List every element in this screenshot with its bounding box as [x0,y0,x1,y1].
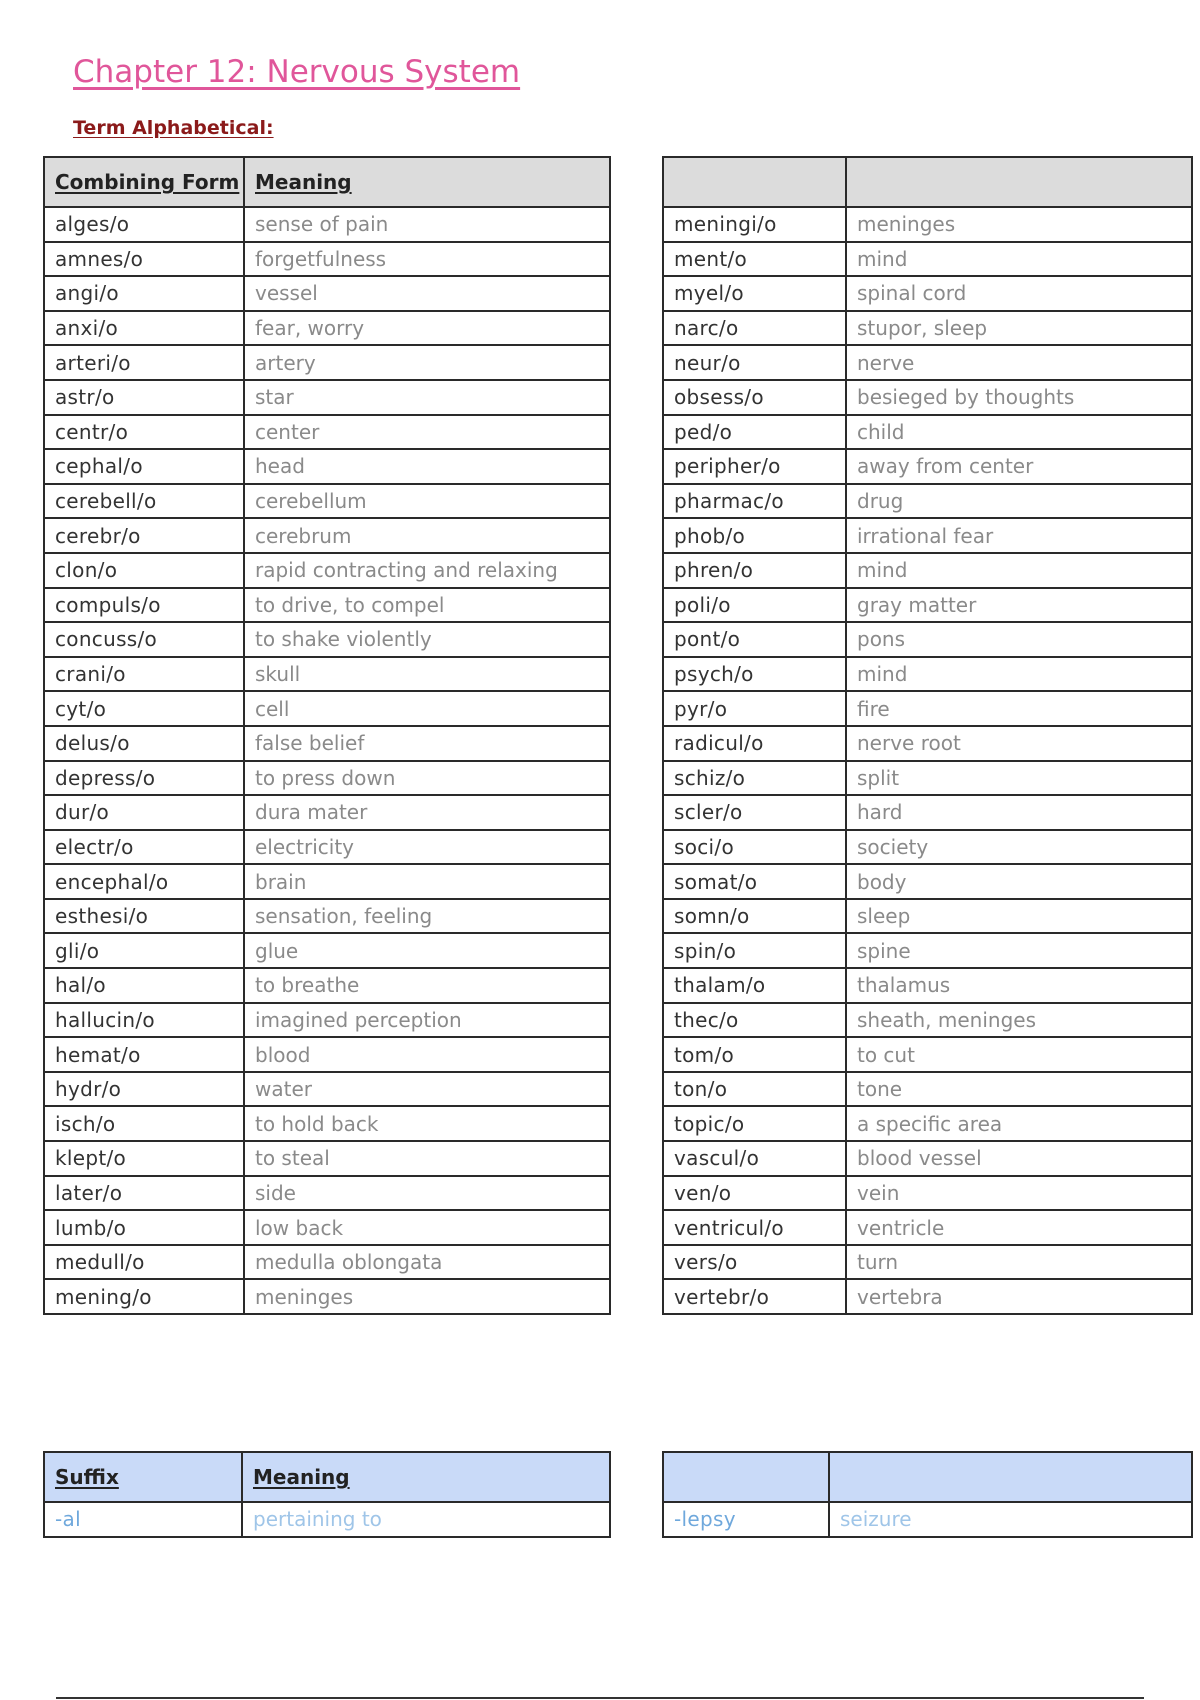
table-row [44,933,610,968]
term-cell: ton/o [663,1072,846,1107]
term-cell: ventricul/o [663,1210,846,1245]
term-cell: spin/o [663,933,846,968]
term-cell: peripher/o [663,449,846,484]
meaning-cell: forgetfulness [244,242,610,277]
term-cell: crani/o [44,657,244,692]
term-cell: gli/o [44,933,244,968]
meaning-cell: drug [846,484,1192,519]
term-cell: hallucin/o [44,1003,244,1038]
meaning-cell: cerebrum [244,518,610,553]
table-row [663,726,1192,761]
term-cell: narc/o [663,311,846,346]
term-cell: klept/o [44,1141,244,1176]
term-cell: hemat/o [44,1037,244,1072]
term-cell: tom/o [663,1037,846,1072]
meaning-cell: meninges [244,1279,610,1314]
meaning-cell: pertaining to [242,1502,610,1537]
table-row [663,1176,1192,1211]
table-row [44,242,610,277]
table-row [44,1072,610,1107]
term-cell: obsess/o [663,380,846,415]
table-row [663,899,1192,934]
table-row [44,449,610,484]
table-header-row [663,157,1192,207]
table-row [44,864,610,899]
table-row [663,1245,1192,1280]
term-cell: scler/o [663,795,846,830]
term-cell: phren/o [663,553,846,588]
meaning-cell: to hold back [244,1106,610,1141]
meaning-cell: low back [244,1210,610,1245]
table-row [663,795,1192,830]
table-row [44,1245,610,1280]
table-row [44,1279,610,1314]
term-cell: cephal/o [44,449,244,484]
term-cell: cyt/o [44,691,244,726]
term-cell: encephal/o [44,864,244,899]
table-row [663,1037,1192,1072]
term-cell: cerebr/o [44,518,244,553]
table-row [44,345,610,380]
meaning-cell: sheath, meninges [846,1003,1192,1038]
table-row [663,1072,1192,1107]
meaning-cell: star [244,380,610,415]
header-suffix: Suffix [44,1452,242,1502]
meaning-cell: vessel [244,276,610,311]
header-meaning: Meaning [242,1452,610,1502]
term-cell: topic/o [663,1106,846,1141]
term-cell: alges/o [44,207,244,242]
term-cell: lumb/o [44,1210,244,1245]
term-cell: medull/o [44,1245,244,1280]
table-row [44,415,610,450]
meaning-cell: to drive, to compel [244,588,610,623]
table-row [663,588,1192,623]
term-cell: vers/o [663,1245,846,1280]
term-cell: vertebr/o [663,1279,846,1314]
suffix-table-left [43,1451,611,1538]
meaning-cell: imagined perception [244,1003,610,1038]
table-row [44,795,610,830]
meaning-cell: spinal cord [846,276,1192,311]
table-row [44,588,610,623]
meaning-cell: besieged by thoughts [846,380,1192,415]
meaning-cell: ventricle [846,1210,1192,1245]
meaning-cell: brain [244,864,610,899]
table-row [44,484,610,519]
meaning-cell: nerve root [846,726,1192,761]
meaning-cell: vertebra [846,1279,1192,1314]
table-row [663,1210,1192,1245]
term-cell: hydr/o [44,1072,244,1107]
table-row [663,1279,1192,1314]
term-cell: isch/o [44,1106,244,1141]
meaning-cell: artery [244,345,610,380]
table-row [663,207,1192,242]
meaning-cell: society [846,830,1192,865]
meaning-cell: dura mater [244,795,610,830]
term-cell: delus/o [44,726,244,761]
meaning-cell: turn [846,1245,1192,1280]
table-row [663,345,1192,380]
meaning-cell: tone [846,1072,1192,1107]
meaning-cell: head [244,449,610,484]
term-cell: hal/o [44,968,244,1003]
table-row [44,899,610,934]
table-row [44,830,610,865]
table-row [663,1003,1192,1038]
table-header-row [663,1452,1192,1502]
term-cell: phob/o [663,518,846,553]
table-row [44,207,610,242]
table-row [663,933,1192,968]
table-row [663,1502,1192,1537]
table-row [44,380,610,415]
table-row [663,242,1192,277]
meaning-cell: skull [244,657,610,692]
term-cell: pyr/o [663,691,846,726]
table-row [44,311,610,346]
term-cell: esthesi/o [44,899,244,934]
table-row [44,1502,610,1537]
table-row [663,311,1192,346]
footer-divider [56,1697,1144,1699]
meaning-cell: hard [846,795,1192,830]
table-row [44,1176,610,1211]
meaning-cell: body [846,864,1192,899]
table-row [663,1141,1192,1176]
table-row [663,518,1192,553]
meaning-cell: pons [846,622,1192,657]
combining-form-table-left [43,156,611,1315]
meaning-cell: water [244,1072,610,1107]
table-row [44,761,610,796]
term-cell: cerebell/o [44,484,244,519]
meaning-cell: a specific area [846,1106,1192,1141]
table-row [663,449,1192,484]
meaning-cell: to steal [244,1141,610,1176]
term-cell: pharmac/o [663,484,846,519]
term-cell: ven/o [663,1176,846,1211]
meaning-cell: thalamus [846,968,1192,1003]
table-header-row [44,157,610,207]
term-cell: vascul/o [663,1141,846,1176]
table-row [44,622,610,657]
term-cell: neur/o [663,345,846,380]
table-row [44,726,610,761]
term-cell: psych/o [663,657,846,692]
meaning-cell: sense of pain [244,207,610,242]
meaning-cell: side [244,1176,610,1211]
meaning-cell: mind [846,657,1192,692]
term-cell: somn/o [663,899,846,934]
section-subtitle: Term Alphabetical: [73,117,274,139]
table-row [663,484,1192,519]
term-cell: ped/o [663,415,846,450]
table-row [663,968,1192,1003]
term-cell: arteri/o [44,345,244,380]
meaning-cell: mind [846,553,1192,588]
table-row [663,415,1192,450]
meaning-cell: sensation, feeling [244,899,610,934]
meaning-cell: stupor, sleep [846,311,1192,346]
term-cell: electr/o [44,830,244,865]
meaning-cell: false belief [244,726,610,761]
meaning-cell: vein [846,1176,1192,1211]
term-cell: poli/o [663,588,846,623]
header-combining-form: Combining Form [44,157,244,207]
term-cell: astr/o [44,380,244,415]
header-blank-meaning [846,157,1192,207]
meaning-cell: fear, worry [244,311,610,346]
term-cell: clon/o [44,553,244,588]
table-row [44,1106,610,1141]
meaning-cell: center [244,415,610,450]
term-cell: ment/o [663,242,846,277]
term-cell: depress/o [44,761,244,796]
header-blank-term [663,1452,829,1502]
table-row [44,276,610,311]
meaning-cell: irrational fear [846,518,1192,553]
table-row [44,553,610,588]
header-blank-term [663,157,846,207]
term-cell: -al [44,1502,242,1537]
term-cell: thalam/o [663,968,846,1003]
meaning-cell: spine [846,933,1192,968]
meaning-cell: seizure [829,1502,1192,1537]
term-cell: later/o [44,1176,244,1211]
table-row [44,1003,610,1038]
meaning-cell: to breathe [244,968,610,1003]
combining-form-table-right [662,156,1193,1315]
table-row [44,657,610,692]
table-row [663,830,1192,865]
term-cell: thec/o [663,1003,846,1038]
meaning-cell: glue [244,933,610,968]
meaning-cell: medulla oblongata [244,1245,610,1280]
meaning-cell: cerebellum [244,484,610,519]
term-cell: centr/o [44,415,244,450]
term-cell: angi/o [44,276,244,311]
page-title: Chapter 12: Nervous System [73,54,521,90]
meaning-cell: to press down [244,761,610,796]
table-row [663,276,1192,311]
meaning-cell: to cut [846,1037,1192,1072]
term-cell: radicul/o [663,726,846,761]
table-row [663,553,1192,588]
meaning-cell: fire [846,691,1192,726]
table-row [663,622,1192,657]
term-cell: amnes/o [44,242,244,277]
meaning-cell: blood [244,1037,610,1072]
table-row [663,761,1192,796]
term-cell: mening/o [44,1279,244,1314]
meaning-cell: sleep [846,899,1192,934]
meaning-cell: nerve [846,345,1192,380]
term-cell: compuls/o [44,588,244,623]
term-cell: myel/o [663,276,846,311]
table-row [663,657,1192,692]
table-row [44,1210,610,1245]
term-cell: soci/o [663,830,846,865]
meaning-cell: blood vessel [846,1141,1192,1176]
meaning-cell: electricity [244,830,610,865]
term-cell: -lepsy [663,1502,829,1537]
meaning-cell: to shake violently [244,622,610,657]
header-blank-meaning [829,1452,1192,1502]
table-header-row [44,1452,610,1502]
meaning-cell: rapid contracting and relaxing [244,553,610,588]
term-cell: pont/o [663,622,846,657]
meaning-cell: meninges [846,207,1192,242]
table-row [44,1141,610,1176]
table-row [44,1037,610,1072]
table-row [663,691,1192,726]
meaning-cell: child [846,415,1192,450]
meaning-cell: mind [846,242,1192,277]
term-cell: meningi/o [663,207,846,242]
term-cell: schiz/o [663,761,846,796]
meaning-cell: split [846,761,1192,796]
term-cell: somat/o [663,864,846,899]
term-cell: anxi/o [44,311,244,346]
term-cell: dur/o [44,795,244,830]
term-cell: concuss/o [44,622,244,657]
meaning-cell: away from center [846,449,1192,484]
meaning-cell: cell [244,691,610,726]
table-row [44,968,610,1003]
table-row [44,518,610,553]
table-row [663,380,1192,415]
meaning-cell: gray matter [846,588,1192,623]
suffix-table-right [662,1451,1193,1538]
table-row [44,691,610,726]
header-meaning: Meaning [244,157,610,207]
table-row [663,864,1192,899]
table-row [663,1106,1192,1141]
